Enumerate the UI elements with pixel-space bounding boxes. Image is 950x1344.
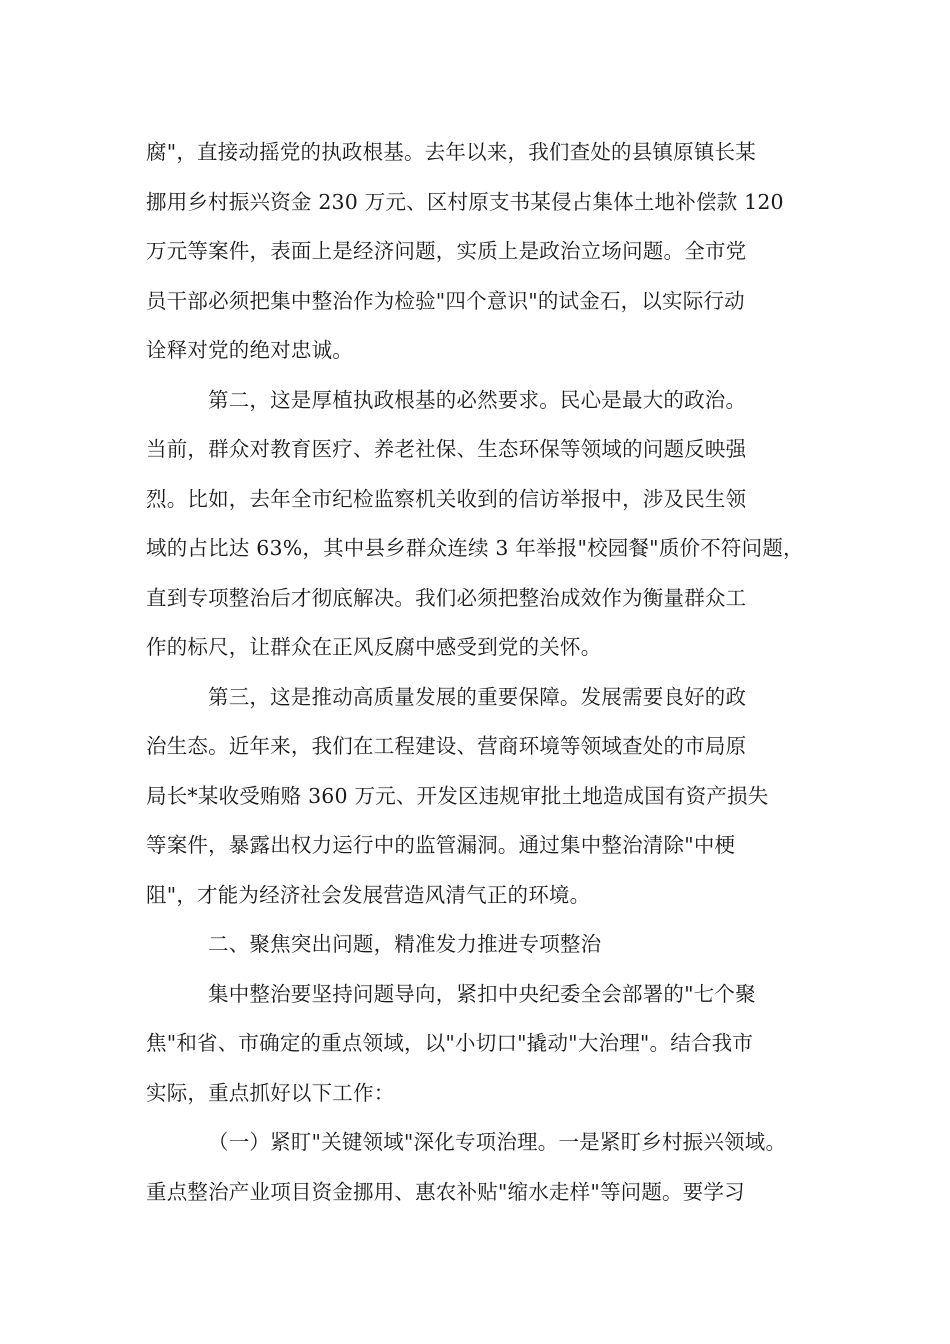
text-line: 作的标尺，让群众在正风反腐中感受到党的关怀。 — [146, 635, 602, 659]
paragraph-start-line: 集中整治要坚持问题导向，紧扣中央纪委全会部署的"七个聚 — [208, 981, 756, 1006]
section-heading: 二、聚焦突出问题，精准发力推进专项整治 — [208, 932, 602, 956]
text-line: 直到专项整治后才彻底解决。我们必须把整治成效作为衡量群众工 — [146, 585, 747, 610]
text-line: 域的占比达 63%，其中县乡群众连续 3 年举报"校园餐"质价不符问题， — [146, 536, 804, 560]
text-line: 重点整治产业项目资金挪用、惠农补贴"缩水走样"等问题。要学习 — [146, 1179, 745, 1204]
text-line: 局长*某收受贿赂 360 万元、开发区违规审批土地造成国有资产损失 — [146, 783, 769, 808]
text-line: 治生态。近年来，我们在工程建设、营商环境等领域查处的市局原 — [146, 734, 747, 758]
text-line: 诠释对党的绝对忠诚。 — [146, 338, 353, 362]
text-line: 万元等案件，表面上是经济问题，实质上是政治立场问题。全市党 — [146, 239, 747, 263]
text-line: 挪用乡村振兴资金 230 万元、区村原支书某侵占集体土地补偿款 120 — [146, 189, 784, 214]
text-line: 焦"和省、市确定的重点领域，以"小切口"撬动"大治理"。结合我市 — [146, 1031, 754, 1055]
text-line: 当前，群众对教育医疗、养老社保、生态环保等领域的问题反映强 — [146, 437, 747, 461]
text-line: 阻"，才能为经济社会发展营造风清气正的环境。 — [146, 882, 591, 907]
document-body — [146, 128, 826, 1217]
paragraph-start-line: 第三，这是推动高质量发展的重要保障。发展需要良好的政 — [208, 684, 747, 709]
text-line: 员干部必须把集中整治作为检验"四个意识"的试金石，以实际行动 — [146, 288, 745, 313]
paragraph-start-line: （一）紧盯"关键领域"深化专项治理。一是紧盯乡村振兴领域。 — [208, 1130, 787, 1154]
text-line: 实际，重点抓好以下工作： — [146, 1080, 395, 1105]
text-line: 等案件，暴露出权力运行中的监管漏洞。通过集中整治清除"中梗 — [146, 833, 736, 857]
paragraph-start-line: 第二，这是厚植执政根基的必然要求。民心是最大的政治。 — [208, 387, 747, 412]
text-line: 烈。比如，去年全市纪检监察机关收到的信访举报中，涉及民生领 — [146, 486, 747, 511]
text-line: 腐"，直接动摇党的执政根基。去年以来，我们查处的县镇原镇长某 — [146, 140, 756, 164]
